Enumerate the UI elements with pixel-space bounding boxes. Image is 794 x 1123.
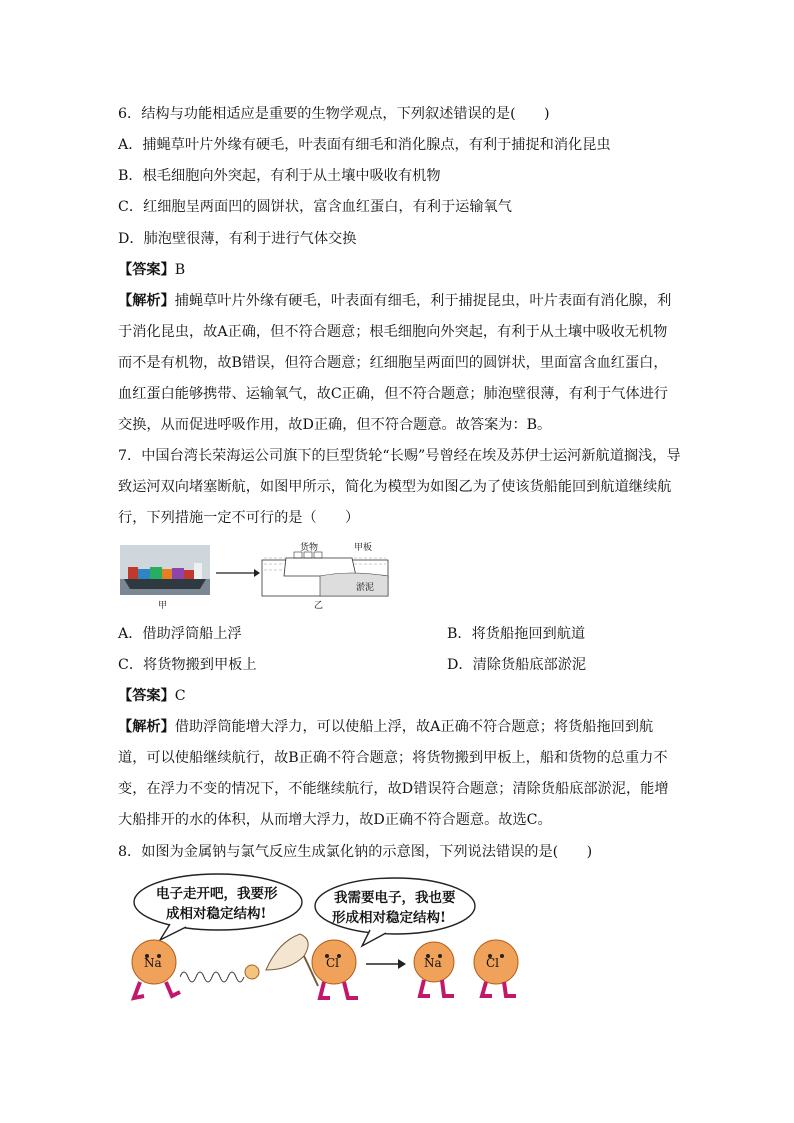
- atom-na-label: Na: [144, 956, 162, 970]
- q6-stem: 6．结构与功能相适应是重要的生物学观点，下列叙述错误的是( ): [118, 106, 550, 122]
- label-silt: 淤泥: [356, 583, 375, 593]
- q7-answer: [118, 686, 186, 706]
- q6-option-b: B．根毛细胞向外突起，有利于从土壤中吸收有机物: [118, 168, 441, 184]
- arrow-right-icon: [216, 568, 260, 578]
- bubble-left-line-2: 成相对稳定结构!: [166, 906, 267, 922]
- analysis-tag: 【解析】: [118, 719, 175, 735]
- answer-value: B: [174, 262, 186, 278]
- answer-tag: 【答案】: [118, 262, 175, 278]
- q7-option-c: C．将货物搬到甲板上: [118, 657, 257, 673]
- q6-analysis-line-4: 血红蛋白能够携带、运输氧气，故C正确，但不符合题意；肺泡壁很薄，有利于气体进行: [118, 386, 668, 402]
- q6-analysis-line-5: 交换，从而促进呼吸作用，故D正确，但不符合题意。故答案为：B。: [118, 417, 552, 433]
- bubble-right-line-2: 形成相对稳定结构!: [332, 910, 446, 926]
- atom-cl-ion-label: Cl: [486, 956, 500, 970]
- bubble-left-line-1: 电子走开吧，我要形: [156, 886, 278, 902]
- q6-option-d: D．肺泡壁很薄，有利于进行气体交换: [118, 231, 357, 247]
- atom-na-ion-label: Na: [424, 956, 442, 970]
- q7-option-a: A．借助浮筒船上浮: [118, 626, 242, 642]
- arrow-right-icon: [366, 958, 406, 970]
- q7-option-d: D．清除货船底部淤泥: [447, 657, 587, 673]
- analysis-text: 借助浮筒能增大浮力，可以使船上浮，故A正确不符合题意；将货船拖回到航: [174, 719, 654, 735]
- bubble-right-line-1: 我需要电子，我也要: [334, 890, 456, 906]
- q7-option-b: B．将货船拖回到航道: [447, 626, 586, 642]
- answer-value: C: [174, 688, 186, 704]
- q7-analysis-line-4: 大船排开的水的体积，从而增大浮力，故D正确不符合题意。故选C。: [118, 812, 552, 828]
- q8-figure: [120, 872, 540, 1012]
- analysis-text: 捕蝇草叶片外缘有硬毛，叶表面有细毛，利于捕捉昆虫，叶片表面有消化腺，利: [174, 293, 672, 309]
- ship-photo: [120, 545, 210, 595]
- answer-tag: 【答案】: [118, 688, 175, 704]
- q7-analysis-line-3: 变，在浮力不变的情况下，不能继续航行，故D错误符合题意；清除货船底部淤泥，能增: [118, 781, 669, 797]
- electron-spring-icon: [180, 962, 260, 992]
- q6-option-a: A．捕蝇草叶片外缘有硬毛，叶表面有细毛和消化腺点，有利于捕捉和消化昆虫: [118, 137, 611, 153]
- q8-stem: 8．如图为金属钠与氯气反应生成氯化钠的示意图，下列说法错误的是( ): [118, 844, 593, 860]
- label-cargo: 货物: [300, 543, 319, 553]
- q7-stem-line-2: 致运河双向堵塞断航，如图甲所示，简化为模型为如图乙为了使该货船能回到航道继续航: [118, 479, 672, 495]
- q6-analysis-line-3: 而不是有机物，故B错误，但符合题意；红细胞呈两面凹的圆饼状，里面富含血红蛋白，: [118, 355, 668, 371]
- label-deck: 甲板: [354, 543, 373, 553]
- atom-cl-label: Cl: [326, 956, 340, 970]
- q6-option-c: C．红细胞呈两面凹的圆饼状，富含血红蛋白，有利于运输氧气: [118, 199, 512, 215]
- q6-analysis-line-1: [118, 291, 671, 311]
- label-jia: 甲: [158, 601, 168, 611]
- q7-stem-line-1: 7．中国台湾长荣海运公司旗下的巨型货轮“长赐”号曾经在埃及苏伊士运河新航道搁浅，导: [118, 448, 681, 464]
- q7-analysis-line-1: [118, 717, 653, 737]
- q7-stem-line-3: 行，下列措施一定不可行的是（ ）: [118, 510, 360, 526]
- q7-figure: [118, 540, 398, 610]
- label-yi: 乙: [314, 601, 324, 611]
- q6-answer: [118, 260, 185, 280]
- analysis-tag: 【解析】: [118, 293, 175, 309]
- q7-analysis-line-2: 道，可以使船继续航行，故B正确不符合题意；将货物搬到甲板上，船和货物的总重力不: [118, 750, 668, 766]
- q6-analysis-line-2: 于消化昆虫，故A正确，但不符合题意；根毛细胞向外突起，有利于从土壤中吸收无机物: [118, 324, 668, 340]
